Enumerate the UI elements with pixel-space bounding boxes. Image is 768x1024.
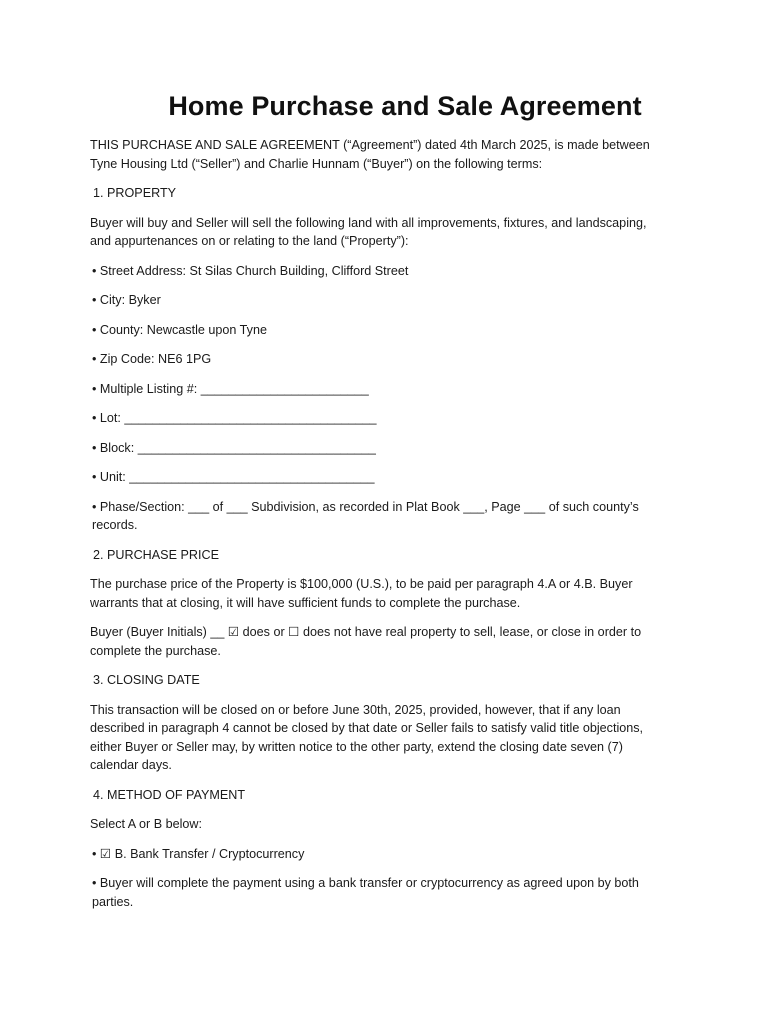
- county-item: • County: Newcastle upon Tyne: [92, 322, 267, 337]
- zip-code-item: • Zip Code: NE6 1PG: [92, 352, 212, 366]
- lot-item: • Lot: ____________________________________: [92, 411, 377, 425]
- section-1-text: Buyer will buy and Seller will sell the following land with all improvements, fixtures, and landscaping, and appurtenances on or relating to the land (“Property”):: [90, 215, 647, 248]
- section-4-heading: 4. METHOD OF PAYMENT: [93, 787, 246, 802]
- street-address-item: • Street Address: St Silas Church Building, Clifford Street: [92, 263, 409, 278]
- option-b-description: • Buyer will complete the payment using a bank transfer or cryptocurrency as agreed upon by both parties.: [92, 876, 639, 909]
- intro-paragraph: THIS PURCHASE AND SALE AGREEMENT (“Agreement”) dated 4th March 2025, is made between Tyne Housing Ltd (“Seller”) and Charlie Hunnam (“Buyer”) on the following terms:: [90, 138, 650, 171]
- option-b-item: • ☑ B. Bank Transfer / Cryptocurrency: [92, 846, 305, 861]
- buyer-initials-paragraph: Buyer (Buyer Initials) __ ☑ does or ☐ does not have real property to sell, lease, or close in order to complete the purchase.: [90, 625, 642, 658]
- multiple-listing-item: • Multiple Listing #: ________________________: [92, 381, 369, 396]
- document-body: [90, 136, 670, 911]
- phase-section-item: • Phase/Section: ___ of ___ Subdivision, as recorded in Plat Book ___, Page ___ of such county’s records.: [92, 499, 639, 532]
- block-item: • Block: __________________________________: [92, 440, 376, 455]
- unit-item: • Unit: ___________________________________: [92, 470, 375, 484]
- section-2-text: The purchase price of the Property is $100,000 (U.S.), to be paid per paragraph 4.A or 4.B. Buyer warrants that at closing, it will have sufficient funds to complete the purchase.: [90, 577, 633, 610]
- city-item: • City: Byker: [92, 293, 161, 307]
- section-1-heading: 1. PROPERTY: [93, 186, 177, 200]
- select-instruction: Select A or B below:: [90, 817, 203, 831]
- section-3-text: This transaction will be closed on or before June 30th, 2025, provided, however, that if any loan described in paragraph 4 cannot be closed by that date or Seller fails to satisfy valid title objections, either Buyer or Seller may, by written notice to the other party, extend the closing date seven (7) calendar days.: [90, 702, 644, 772]
- page-title: Home Purchase and Sale Agreement: [168, 91, 642, 121]
- section-2-heading: 2. PURCHASE PRICE: [93, 547, 219, 562]
- section-3-heading: 3. CLOSING DATE: [93, 673, 200, 687]
